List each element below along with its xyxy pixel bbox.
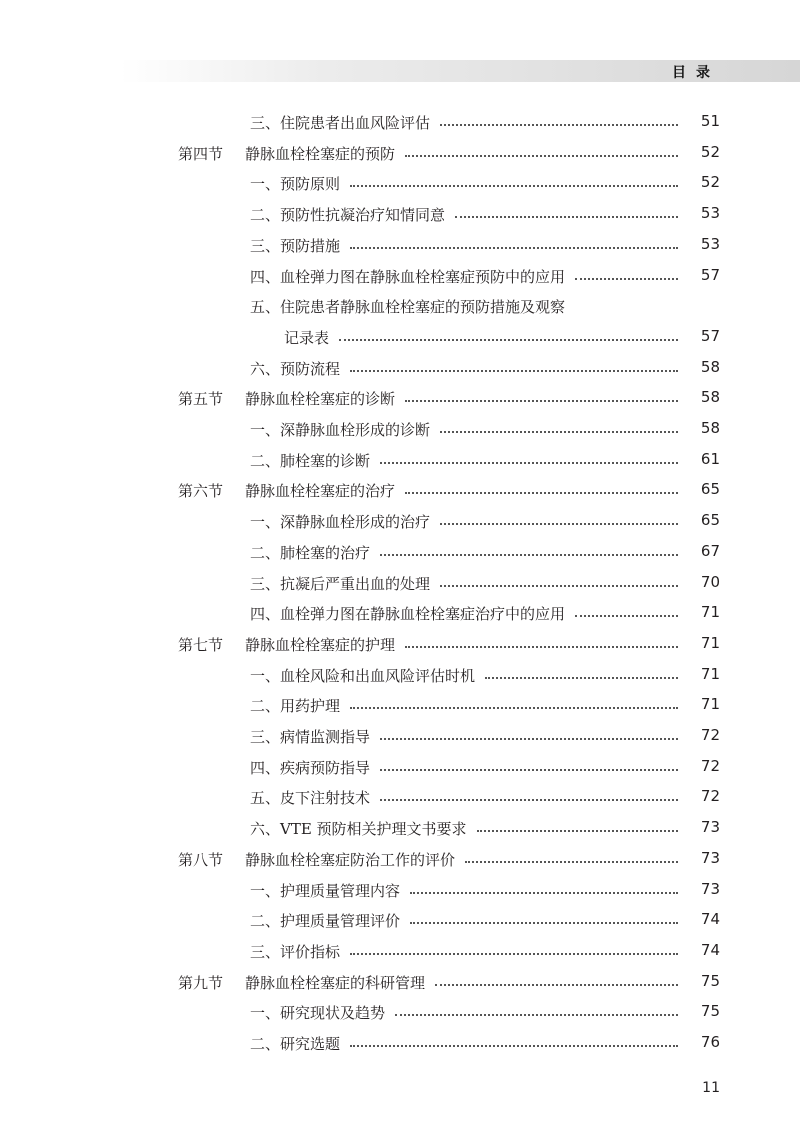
dot-leader [435, 974, 678, 988]
toc-entry [250, 665, 688, 686]
section-number: 第九节 [178, 973, 224, 992]
toc-entry-title: 六、VTE 预防相关护理文书要求 [250, 820, 467, 839]
toc-page-number: 72 [700, 756, 720, 775]
toc-page-number: 67 [700, 541, 720, 560]
toc-entry-row[interactable] [0, 262, 800, 292]
toc-entry-row[interactable] [0, 507, 800, 537]
toc-entry-row[interactable] [0, 569, 800, 599]
toc-entry-row[interactable] [0, 937, 800, 967]
toc-entry-title: 一、预防原则 [250, 175, 341, 194]
dot-leader [440, 513, 678, 527]
toc-entry [245, 634, 688, 655]
dot-leader [350, 943, 678, 957]
toc-entry-row[interactable] [0, 200, 800, 230]
toc-entry-title: 一、深静脉血栓形成的治疗 [250, 513, 431, 532]
toc-entry-title: 一、血栓风险和出血风险评估时机 [250, 666, 476, 685]
toc-page-number: 73 [700, 818, 720, 837]
toc-entry-title: 二、研究选题 [250, 1035, 341, 1053]
dot-leader [380, 728, 678, 742]
toc-entry-title: 五、皮下注射技术 [250, 789, 371, 808]
toc-entry [250, 1002, 688, 1023]
toc-page-number: 71 [700, 695, 720, 714]
toc-entry [250, 695, 688, 716]
toc-entry-row[interactable] [0, 661, 800, 691]
toc-entry [250, 419, 688, 440]
toc-section-row[interactable] [0, 630, 800, 660]
toc-entry [284, 327, 688, 348]
dot-leader [405, 482, 678, 496]
toc-page-number: 75 [700, 971, 720, 990]
toc-section-row[interactable] [0, 476, 800, 506]
toc-entry-title: 一、研究现状及趋势 [250, 1004, 386, 1023]
toc-entry-title: 二、预防性抗凝治疗知情同意 [250, 206, 446, 225]
dot-leader [350, 175, 678, 189]
header-title: 目录 [672, 65, 720, 81]
dot-leader [350, 1035, 678, 1049]
toc-entry [250, 173, 688, 194]
dot-leader [455, 206, 678, 220]
toc-page-number: 76 [700, 1033, 720, 1051]
toc-page-number: 61 [700, 449, 720, 468]
toc-page-number: 53 [700, 234, 720, 253]
section-number: 第七节 [178, 635, 224, 654]
toc-entry-row[interactable] [0, 753, 800, 783]
toc-entry-row[interactable] [0, 415, 800, 445]
toc-entry-row[interactable] [0, 169, 800, 199]
toc-entry-title: 静脉血栓栓塞症的预防 [245, 144, 396, 163]
toc-page-number: 57 [700, 265, 720, 284]
dot-leader [380, 544, 678, 558]
toc-entry [250, 603, 688, 624]
dot-leader [440, 421, 678, 435]
toc-entry-title: 一、深静脉血栓形成的诊断 [250, 421, 431, 439]
toc-page-number: 74 [700, 910, 720, 929]
toc-entry-title: 二、用药护理 [250, 697, 341, 716]
toc-entry [245, 143, 688, 164]
dot-leader [575, 268, 678, 282]
dot-leader [380, 759, 678, 773]
toc-entry [250, 757, 688, 778]
toc-entry [250, 941, 688, 962]
toc-entry [250, 235, 688, 256]
toc-page-number: 51 [700, 112, 720, 130]
dot-leader [380, 789, 678, 803]
dot-leader [440, 114, 678, 128]
toc-entry [250, 787, 688, 808]
toc-entry [250, 358, 688, 379]
toc-page-number: 52 [700, 173, 720, 192]
toc-page-number: 72 [700, 726, 720, 744]
toc-entry-row[interactable] [0, 783, 800, 813]
dot-leader [405, 636, 678, 650]
toc-entry [245, 480, 688, 501]
dot-leader [410, 882, 678, 896]
toc-entry-title: 三、住院患者出血风险评估 [250, 114, 431, 132]
toc-entry [250, 910, 688, 931]
section-number: 第八节 [178, 850, 224, 869]
toc-page-number: 58 [700, 419, 720, 437]
dot-leader [350, 237, 678, 251]
toc-entry-row[interactable] [0, 231, 800, 261]
toc-page-number: 71 [700, 603, 720, 622]
toc-entry [250, 112, 688, 133]
dot-leader [405, 390, 678, 404]
toc-entry-title: 二、肺栓塞的治疗 [250, 543, 371, 562]
toc-section-row[interactable] [0, 845, 800, 875]
toc-entry [250, 573, 688, 594]
toc-page-number: 58 [700, 388, 720, 407]
section-number: 第五节 [178, 390, 224, 409]
toc-entry [250, 204, 688, 225]
toc-entry-row[interactable] [0, 906, 800, 936]
toc-entry-title: 静脉血栓栓塞症防治工作的评价 [245, 850, 456, 869]
page-number: 11 [702, 1080, 720, 1096]
toc-page-number: 52 [700, 142, 720, 161]
section-number: 第六节 [178, 482, 224, 501]
dot-leader [485, 667, 678, 681]
toc-entry-title: 静脉血栓栓塞症的护理 [245, 635, 396, 654]
toc-entry-row[interactable] [0, 599, 800, 629]
toc-entry-title: 四、血栓弹力图在静脉血栓栓塞症预防中的应用 [250, 267, 566, 286]
toc-entry-row[interactable] [0, 722, 800, 752]
toc-entry [250, 818, 688, 839]
toc-entry-title: 静脉血栓栓塞症的科研管理 [245, 973, 426, 992]
dot-leader [405, 145, 678, 159]
dot-leader [465, 851, 678, 865]
toc-page-number: 53 [700, 204, 720, 223]
dot-leader [575, 605, 678, 619]
toc-entry-title: 四、疾病预防指导 [250, 758, 371, 777]
toc-page-number: 65 [700, 480, 720, 499]
dot-leader [339, 329, 678, 343]
toc-entry-row[interactable] [0, 538, 800, 568]
dot-leader [440, 575, 678, 589]
toc-entry [250, 726, 688, 747]
dot-leader [380, 452, 678, 466]
toc-page-number: 74 [700, 940, 720, 959]
toc-entry-row[interactable] [0, 323, 800, 353]
toc-entry-title: 二、肺栓塞的诊断 [250, 451, 371, 470]
toc-page-number: 73 [700, 848, 720, 867]
section-number: 第四节 [178, 144, 224, 163]
toc-entry-row[interactable] [0, 446, 800, 476]
toc-entry [250, 542, 688, 563]
toc-page-number: 72 [700, 787, 720, 806]
toc-entry-row[interactable] [0, 998, 800, 1028]
toc-page-number: 71 [700, 664, 720, 683]
toc-entry-title: 三、抗凝后严重出血的处理 [250, 574, 431, 593]
toc-entry-title: 一、护理质量管理内容 [250, 881, 401, 900]
dot-leader [395, 1004, 678, 1018]
toc-entry-title: 二、护理质量管理评价 [250, 912, 401, 931]
toc-entry [250, 1033, 688, 1054]
toc-entry-row[interactable] [0, 1029, 800, 1059]
toc-page-number: 58 [700, 357, 720, 376]
toc-entry-title: 记录表 [284, 328, 330, 347]
toc-entry-title: 静脉血栓栓塞症的治疗 [245, 482, 396, 501]
toc-entry-row[interactable] [0, 108, 800, 138]
toc-page-number: 70 [700, 572, 720, 591]
toc-entry [250, 266, 688, 287]
toc-entry-row[interactable] [0, 814, 800, 844]
toc-page-number: 73 [700, 879, 720, 898]
toc-entry-title: 三、评价指标 [250, 942, 341, 961]
toc-entry-title: 四、血栓弹力图在静脉血栓栓塞症治疗中的应用 [250, 605, 566, 624]
toc-page-number: 57 [700, 326, 720, 345]
toc-page-number: 65 [700, 511, 720, 530]
toc-entry-title: 五、住院患者静脉血栓栓塞症的预防措施及观察 [250, 298, 566, 317]
toc-section-row[interactable] [0, 139, 800, 169]
dot-leader [350, 697, 678, 711]
toc-section-row[interactable] [0, 968, 800, 998]
toc-entry-row[interactable] [0, 691, 800, 721]
toc-entry-row[interactable] [0, 292, 800, 322]
toc-entry-title: 三、病情监测指导 [250, 728, 371, 746]
toc-entry-title: 六、预防流程 [250, 359, 341, 378]
toc-section-row[interactable] [0, 384, 800, 414]
toc-entry-row[interactable] [0, 354, 800, 384]
toc-page-number: 75 [700, 1002, 720, 1021]
toc-entry-title: 静脉血栓栓塞症的诊断 [245, 390, 396, 409]
toc-entry [250, 450, 688, 471]
toc-entry [250, 511, 688, 532]
toc-entry-title: 三、预防措施 [250, 236, 341, 255]
toc-entry [245, 972, 688, 993]
toc-entry [250, 880, 688, 901]
dot-leader [410, 912, 678, 926]
toc-entry [245, 388, 688, 409]
toc-entry [245, 849, 688, 870]
dot-leader [477, 820, 678, 834]
dot-leader [350, 360, 678, 374]
toc-page-number: 71 [700, 633, 720, 652]
toc-entry-row[interactable] [0, 876, 800, 906]
